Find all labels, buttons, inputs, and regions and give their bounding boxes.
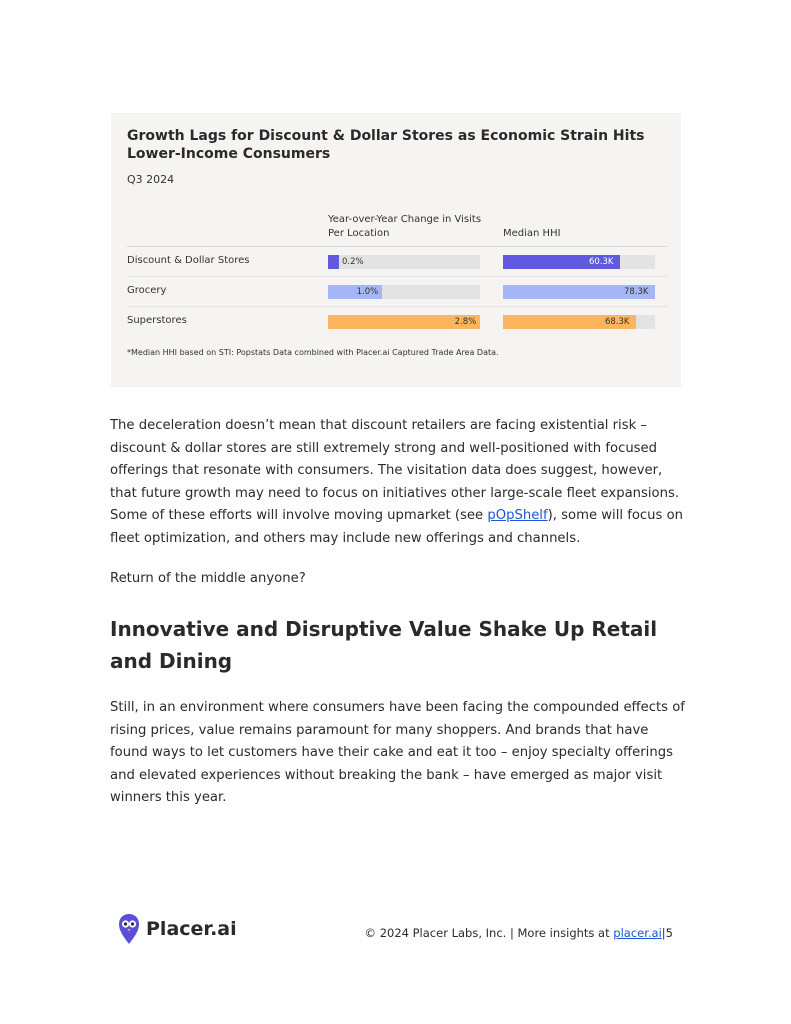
copyright-text: © 2024 Placer Labs, Inc. | More insights at [364, 926, 614, 940]
popshelf-link[interactable]: pOpShelf [487, 508, 548, 523]
visits-track [328, 255, 480, 269]
chart-subtitle: Q3 2024 [127, 173, 175, 186]
hhi-label-superstores: 68.3K [605, 317, 630, 327]
hhi-label-grocery: 78.3K [624, 287, 649, 297]
hhi-label-discount: 60.3K [589, 257, 614, 267]
chart-title: Growth Lags for Discount & Dollar Stores as Economic Strain Hits Lower-Income Consumers [127, 128, 645, 162]
hhi-track [503, 255, 655, 269]
row-label-discount: Discount & Dollar Stores [127, 255, 250, 266]
owl-pin-icon [118, 913, 140, 945]
visits-label-discount: 0.2% [342, 257, 364, 267]
section-heading: Innovative and Disruptive Value Shake Up Retail and Dining [110, 617, 658, 673]
visits-track [328, 285, 480, 299]
column-header-visits: Year-over-Year Change in Visits Per Location [328, 214, 482, 239]
page-number: 5 [665, 926, 673, 940]
placer-logo [118, 912, 237, 946]
paragraph-text: ), some will focus on fleet optimization, and others may include new offerings and channels. [110, 508, 684, 546]
paragraph-return-middle: Return of the middle anyone? [110, 571, 306, 586]
footer-separator: | [661, 926, 666, 940]
visits-bar-discount [328, 255, 339, 269]
visits-label-grocery: 1.0% [356, 287, 379, 297]
paragraph-value: Still, in an environment where consumers have been facing the compounded effects of rising prices, value remains paramount for many shoppers. And brands that have found ways to let customers have their cake and eat it too – enjoy specialty offerings and elevated experiences without breaking the bank – have emerged as major visit winners this year. [110, 700, 685, 805]
header-divider [127, 246, 667, 247]
row-label-superstores: Superstores [127, 315, 187, 326]
visits-track [328, 315, 480, 329]
column-header-hhi: Median HHI [503, 228, 561, 239]
chart-card [111, 113, 681, 387]
hhi-track [503, 315, 655, 329]
paragraph-text: The deceleration doesn’t mean that discount retailers are facing existential risk – discount & dollar stores are still extremely strong and well-positioned with focused offerings that resonate with consumers. The visitation data does suggest, however, that future growth may need to focus on initiatives other large-scale fleet expansions. Some of these efforts will involve moving upmarket (see [110, 418, 680, 523]
row-divider [127, 276, 667, 277]
hhi-track [503, 285, 655, 299]
footer-text [365, 926, 673, 940]
visits-label-superstores: 2.8% [454, 317, 477, 327]
logo-text: Placer.ai [146, 918, 237, 940]
placer-link[interactable]: placer.ai [613, 926, 662, 940]
row-label-grocery: Grocery [127, 285, 167, 296]
row-divider [127, 306, 667, 307]
chart-footnote: *Median HHI based on STI: Popstats Data combined with Placer.ai Captured Trade Area Data. [127, 348, 499, 357]
paragraph-deceleration [110, 415, 685, 550]
